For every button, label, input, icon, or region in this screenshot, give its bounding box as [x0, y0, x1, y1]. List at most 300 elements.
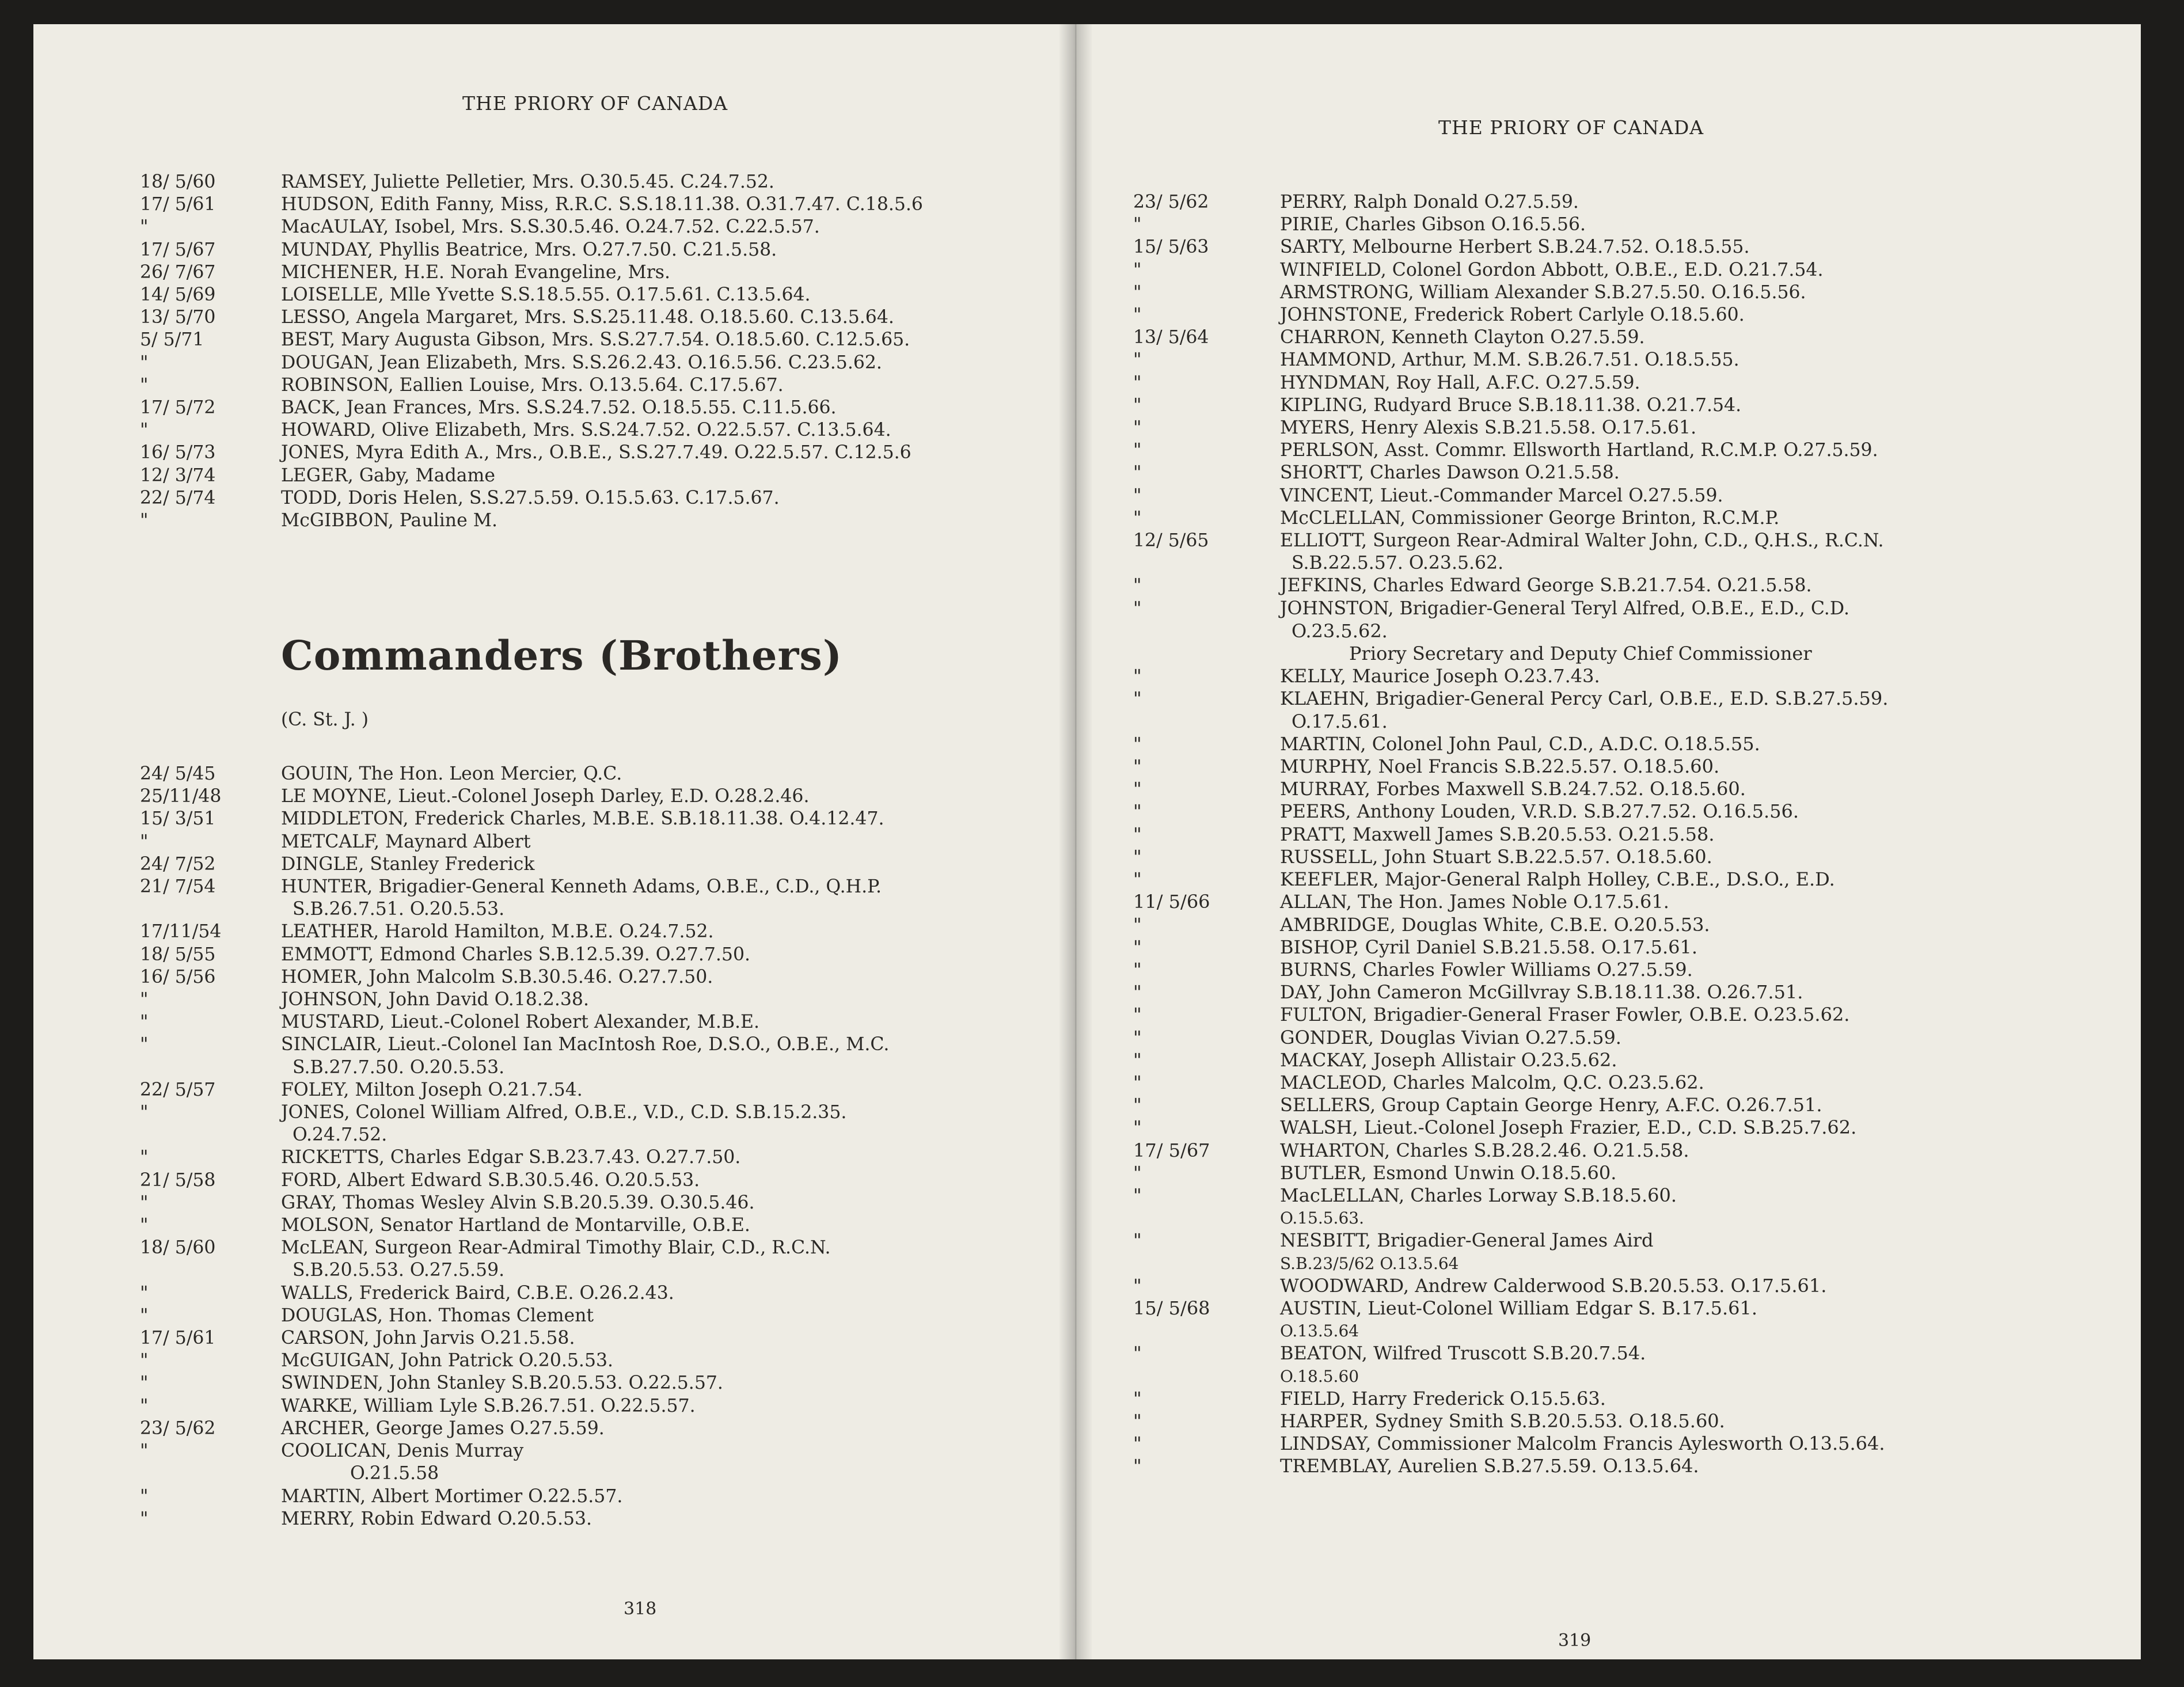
entry-text: HOWARD, Olive Elizabeth, Mrs. S.S.24.7.52. O.22.5.57. C.13.5.64. [281, 420, 891, 441]
entry-date: " [1133, 1026, 1142, 1048]
list-item [1076, 1116, 2141, 1139]
entry-text: MERRY, Robin Edward O.20.5.53. [281, 1508, 592, 1529]
list-item [1076, 800, 2141, 823]
entry-text: FULTON, Brigadier-General Fraser Fowler, O.B.E. O.23.5.62. [1280, 1004, 1850, 1026]
list-item [33, 1057, 1076, 1079]
entry-date: " [140, 420, 149, 441]
list-item [1076, 236, 2141, 259]
list-item [33, 1146, 1076, 1169]
entry-date [1076, 710, 1280, 733]
entry-text: BACK, Jean Frances, Mrs. S.S.24.7.52. O.18.5.55. C.11.5.66. [281, 397, 837, 419]
entry-date: " [1133, 305, 1142, 326]
entry-text: RICKETTS, Charles Edgar S.B.23.7.43. O.27.7.50. [281, 1147, 741, 1168]
entry-text: S.B.20.5.53. O.27.5.59. [293, 1260, 505, 1281]
list-item [33, 1372, 1076, 1395]
entry-date: " [1133, 417, 1142, 439]
right-page [1076, 24, 2141, 1659]
list-item [1076, 868, 2141, 891]
list-item [33, 966, 1076, 989]
entry-text: LE MOYNE, Lieut.-Colonel Joseph Darley, E.D. O.28.2.46. [281, 786, 810, 807]
entry-text: WALSH, Lieut.-Colonel Joseph Frazier, E.D., C.D. S.B.25.7.62. [1280, 1116, 1857, 1139]
entry-list-sisters [33, 171, 1076, 532]
entry-date: 15/ 5/63 [1133, 237, 1209, 258]
entry-text: S.B.27.7.50. O.20.5.53. [293, 1057, 505, 1078]
entry-text: WHARTON, Charles S.B.28.2.46. O.21.5.58. [1280, 1139, 1689, 1161]
entry-date [1076, 552, 1280, 575]
list-item [33, 397, 1076, 419]
entry-date: 22/ 5/74 [140, 487, 216, 508]
entry-date: " [1133, 732, 1142, 755]
entry-date: 17/ 5/67 [140, 239, 216, 260]
list-item [1076, 1320, 2141, 1342]
entry-text: DAY, John Cameron McGillvray S.B.18.11.38. O.26.7.51. [1280, 981, 1803, 1004]
list-item [1076, 778, 2141, 800]
entry-text: BUTLER, Esmond Unwin O.18.5.60. [1280, 1161, 1617, 1184]
entry-text: Priory Secretary and Deputy Chief Commissioner [1349, 643, 1812, 665]
entry-date: " [1133, 1184, 1142, 1206]
entry-date: " [1133, 665, 1142, 687]
entry-date: " [1133, 1455, 1142, 1477]
list-item [1076, 1072, 2141, 1094]
list-item [33, 989, 1076, 1011]
entry-date [33, 1259, 281, 1282]
entry-date: " [1133, 1409, 1142, 1432]
entry-text: JOHNSTONE, Frederick Robert Carlyle O.18.5.60. [1280, 305, 1745, 326]
entry-date: 14/ 5/69 [140, 284, 216, 306]
list-item [33, 374, 1076, 397]
entry-text: O.13.5.64 [1280, 1321, 1359, 1341]
entry-text: PIRIE, Charles Gibson O.16.5.56. [1280, 214, 1586, 235]
list-item [1076, 485, 2141, 507]
list-item [33, 419, 1076, 442]
list-item [1076, 823, 2141, 846]
entry-text: O.24.7.52. [293, 1124, 388, 1146]
list-item [1076, 575, 2141, 597]
entry-text: DOUGLAS, Hon. Thomas Clement [281, 1305, 594, 1326]
entry-date: 16/ 5/56 [140, 966, 216, 987]
list-item [33, 831, 1076, 853]
entry-date: " [1133, 1229, 1142, 1252]
entry-date: " [1133, 214, 1142, 235]
list-item [33, 171, 1076, 193]
entry-text: O.23.5.62. [1292, 620, 1388, 642]
list-item [1076, 214, 2141, 236]
entry-text: ELLIOTT, Surgeon Rear-Admiral Walter John, C.D., Q.H.S., R.C.N. [1280, 530, 1884, 552]
entry-text: VINCENT, Lieut.-Commander Marcel O.27.5.59. [1280, 485, 1723, 506]
entry-text: FORD, Albert Edward S.B.30.5.46. O.20.5.53. [281, 1169, 700, 1191]
entry-text: MACLEOD, Charles Malcolm, Q.C. O.23.5.62. [1280, 1071, 1704, 1093]
list-item [1076, 326, 2141, 349]
list-item [33, 921, 1076, 943]
list-item [1076, 349, 2141, 371]
entry-date: 25/11/48 [140, 786, 222, 807]
list-item [33, 1259, 1076, 1282]
entry-text: MACKAY, Joseph Allistair O.23.5.62. [1280, 1048, 1617, 1071]
list-item [1076, 439, 2141, 462]
entry-text: MARTIN, Colonel John Paul, C.D., A.D.C. O.18.5.55. [1280, 732, 1760, 755]
entry-text: AMBRIDGE, Douglas White, C.B.E. O.20.5.53. [1280, 913, 1710, 936]
list-item [1076, 1184, 2141, 1207]
entry-text: SINCLAIR, Lieut.-Colonel Ian MacIntosh Roe, D.S.O., O.B.E., M.C. [281, 1034, 890, 1055]
list-item [1076, 394, 2141, 417]
entry-date: " [140, 1441, 149, 1462]
running-head: THE PRIORY OF CANADA [1438, 116, 1704, 139]
entry-date: " [1133, 485, 1142, 506]
list-item [33, 239, 1076, 261]
entry-date [1076, 1320, 1280, 1342]
book-gutter [1058, 24, 1093, 1659]
entry-date: 17/ 5/72 [140, 397, 216, 419]
entry-date: " [1133, 1116, 1142, 1139]
entry-date: " [1133, 958, 1142, 981]
entry-text: WARKE, William Lyle S.B.26.7.51. O.22.5.57. [281, 1395, 696, 1416]
list-item [33, 193, 1076, 216]
entry-date: " [1133, 687, 1142, 710]
list-item [1076, 620, 2141, 643]
entry-date: " [140, 831, 149, 852]
list-item [1076, 259, 2141, 282]
entry-date: 17/ 5/61 [140, 1328, 216, 1349]
entry-date: " [1133, 1161, 1142, 1184]
section-title: Commanders (Brothers) [281, 632, 842, 679]
entry-text: McGUIGAN, John Patrick O.20.5.53. [281, 1350, 614, 1371]
entry-date: " [1133, 1274, 1142, 1297]
entry-text: GONDER, Douglas Vivian O.27.5.59. [1280, 1026, 1621, 1048]
entry-date: " [1133, 845, 1142, 868]
list-item [33, 1124, 1076, 1146]
list-item [1076, 710, 2141, 733]
entry-date: " [1133, 598, 1142, 619]
list-item [33, 785, 1076, 808]
entry-date: " [1133, 1048, 1142, 1071]
list-item [33, 261, 1076, 284]
list-item [1076, 1004, 2141, 1026]
entry-text: WINFIELD, Colonel Gordon Abbott, O.B.E., E.D. O.21.7.54. [1280, 259, 1824, 280]
list-item [1076, 530, 2141, 552]
entry-date: " [1133, 259, 1142, 280]
entry-text: SWINDEN, John Stanley S.B.20.5.53. O.22.5.57. [281, 1373, 723, 1394]
list-item [33, 1169, 1076, 1192]
page-number: 319 [1558, 1631, 1592, 1651]
entry-date: " [140, 1215, 149, 1236]
entry-text: JOHNSON, John David O.18.2.38. [281, 989, 589, 1010]
entry-date: 18/ 5/60 [140, 1237, 216, 1259]
entry-text: MYERS, Henry Alexis S.B.21.5.58. O.17.5.61. [1280, 417, 1697, 439]
entry-text: SHORTT, Charles Dawson O.21.5.58. [1280, 462, 1620, 484]
list-item [1076, 665, 2141, 687]
entry-text: MOLSON, Senator Hartland de Montarville, O.B.E. [281, 1215, 750, 1236]
list-item [33, 1418, 1076, 1440]
entry-text: S.B.23/5/62 O.13.5.64 [1280, 1253, 1459, 1273]
entry-text: LOISELLE, Mlle Yvette S.S.18.5.55. O.17.5.61. C.13.5.64. [281, 284, 811, 306]
entry-date: " [1133, 440, 1142, 461]
entry-text: KEEFLER, Major-General Ralph Holley, C.B.E., D.S.O., E.D. [1280, 868, 1835, 891]
entry-date: " [140, 1508, 149, 1529]
list-item [33, 1327, 1076, 1350]
list-item [1076, 755, 2141, 778]
entry-date: " [1133, 349, 1142, 371]
entry-date: " [140, 1395, 149, 1416]
entry-date: " [140, 1485, 149, 1507]
entry-date: " [1133, 755, 1142, 778]
entry-date: " [140, 1034, 149, 1055]
entry-text: S.B.22.5.57. O.23.5.62. [1292, 553, 1504, 574]
entry-date [33, 1462, 281, 1485]
entry-text: S.B.26.7.51. O.20.5.53. [293, 899, 505, 920]
entry-text: O.15.5.63. [1280, 1209, 1364, 1228]
entry-date: 23/ 5/62 [140, 1418, 216, 1439]
entry-date: " [1133, 1342, 1142, 1365]
entry-text: LINDSAY, Commissioner Malcolm Francis Aylesworth O.13.5.64. [1280, 1433, 1885, 1455]
list-item [33, 1034, 1076, 1056]
entry-date: " [1133, 823, 1142, 845]
entry-text: LEATHER, Harold Hamilton, M.B.E. O.24.7.52. [281, 921, 714, 943]
entry-date: " [1133, 507, 1142, 529]
list-item [1076, 936, 2141, 959]
list-item [33, 329, 1076, 351]
entry-date: " [1133, 778, 1142, 800]
list-item [1076, 1342, 2141, 1365]
entry-date: 17/ 5/67 [1133, 1139, 1210, 1161]
entry-text: FIELD, Harry Frederick O.15.5.63. [1280, 1387, 1606, 1409]
list-item [1076, 1139, 2141, 1162]
entry-text: MacLELLAN, Charles Lorway S.B.18.5.60. [1280, 1184, 1677, 1206]
entry-text: O.17.5.61. [1292, 710, 1388, 732]
entry-date [1076, 1365, 1280, 1388]
entry-text: WALLS, Frederick Baird, C.B.E. O.26.2.43. [281, 1282, 674, 1304]
entry-date: " [1133, 394, 1142, 416]
entry-date: 24/ 5/45 [140, 763, 216, 784]
entry-date: " [1133, 1004, 1142, 1026]
entry-text: MacAULAY, Isobel, Mrs. S.S.30.5.46. O.24.7.52. C.22.5.57. [281, 216, 820, 238]
entry-text: ALLAN, The Hon. James Noble O.17.5.61. [1280, 891, 1669, 913]
list-item [1076, 643, 2141, 665]
entry-date: " [1133, 1094, 1142, 1116]
list-item [1076, 1207, 2141, 1229]
list-item [33, 853, 1076, 876]
list-item [33, 808, 1076, 830]
entry-date: " [140, 1350, 149, 1371]
list-item [1076, 598, 2141, 620]
entry-date: " [140, 1373, 149, 1394]
entry-text: HOMER, John Malcolm S.B.30.5.46. O.27.7.50. [281, 966, 713, 987]
entry-date: 12/ 3/74 [140, 465, 216, 486]
entry-text: MIDDLETON, Frederick Charles, M.B.E. S.B.18.11.38. O.4.12.47. [281, 808, 884, 830]
list-item [1076, 372, 2141, 394]
entry-date: 5/ 5/71 [140, 329, 204, 351]
entry-date: " [1133, 372, 1142, 393]
list-item [33, 352, 1076, 374]
entry-text: RAMSEY, Juliette Pelletier, Mrs. O.30.5.45. C.24.7.52. [281, 172, 774, 192]
list-item [1076, 733, 2141, 755]
entry-text: SARTY, Melbourne Herbert S.B.24.7.52. O.18.5.55. [1280, 237, 1750, 258]
list-item [1076, 1094, 2141, 1116]
entry-date [1076, 1207, 1280, 1229]
list-item [33, 306, 1076, 329]
entry-date: 12/ 5/65 [1133, 530, 1209, 552]
entry-text: LESSO, Angela Margaret, Mrs. S.S.25.11.48. O.18.5.60. C.13.5.64. [281, 307, 894, 328]
entry-text: HYNDMAN, Roy Hall, A.F.C. O.27.5.59. [1280, 372, 1640, 393]
section-subtitle: (C. St. J. ) [281, 709, 369, 730]
entry-text: BEST, Mary Augusta Gibson, Mrs. S.S.27.7.54. O.18.5.60. C.12.5.65. [281, 329, 910, 351]
list-item [33, 216, 1076, 238]
entry-text: GRAY, Thomas Wesley Alvin S.B.20.5.39. O.30.5.46. [281, 1192, 755, 1213]
list-item [1076, 1275, 2141, 1297]
list-item [1076, 1252, 2141, 1275]
entry-date [33, 1057, 281, 1079]
entry-text: DOUGAN, Jean Elizabeth, Mrs. S.S.26.2.43. O.16.5.56. C.23.5.62. [281, 352, 882, 373]
entry-date: 18/ 5/55 [140, 944, 216, 965]
list-item [33, 1305, 1076, 1327]
entry-date: " [1133, 936, 1142, 958]
list-item [1076, 1388, 2141, 1410]
entry-date [1076, 620, 1280, 643]
entry-date: 26/ 7/67 [140, 261, 216, 283]
list-item [33, 1350, 1076, 1372]
entry-date: " [140, 1192, 149, 1213]
list-item [1076, 891, 2141, 913]
entry-date: " [140, 216, 149, 238]
entry-text: HARPER, Sydney Smith S.B.20.5.53. O.18.5.60. [1280, 1409, 1725, 1432]
list-item [1076, 1162, 2141, 1184]
entry-text: JEFKINS, Charles Edward George S.B.21.7.54. O.21.5.58. [1280, 575, 1812, 596]
entry-date: " [140, 1305, 149, 1326]
list-item [1076, 304, 2141, 326]
entry-date: 11/ 5/66 [1133, 891, 1210, 913]
entry-date: 18/ 5/60 [140, 172, 216, 192]
entry-text: MICHENER, H.E. Norah Evangeline, Mrs. [281, 261, 670, 283]
entry-date: 17/11/54 [140, 921, 222, 943]
list-item [1076, 417, 2141, 439]
entry-date [33, 898, 281, 921]
entry-text: PRATT, Maxwell James S.B.20.5.53. O.21.5.58. [1280, 823, 1715, 845]
list-item [33, 1101, 1076, 1124]
entry-text: ARCHER, George James O.27.5.59. [281, 1418, 605, 1439]
list-item [1076, 507, 2141, 530]
entry-text: ARMSTRONG, William Alexander S.B.27.5.50. O.16.5.56. [1280, 282, 1806, 303]
list-item [33, 465, 1076, 487]
entry-text: SELLERS, Group Captain George Henry, A.F.C. O.26.7.51. [1280, 1094, 1822, 1116]
entry-date [1076, 643, 1280, 665]
entry-date: 13/ 5/64 [1133, 327, 1209, 348]
list-item [33, 944, 1076, 966]
entry-date: " [1133, 981, 1142, 1004]
entry-text: ROBINSON, Eallien Louise, Mrs. O.13.5.64. C.17.5.67. [281, 374, 784, 396]
entry-text: MARTIN, Albert Mortimer O.22.5.57. [281, 1485, 623, 1507]
entry-date: 21/ 5/58 [140, 1169, 216, 1191]
list-item [1076, 1455, 2141, 1477]
entry-date: " [1133, 462, 1142, 484]
list-item [1076, 846, 2141, 868]
entry-text: PEERS, Anthony Louden, V.R.D. S.B.27.7.52. O.16.5.56. [1280, 800, 1799, 823]
list-item [1076, 462, 2141, 484]
entry-text: McCLELLAN, Commissioner George Brinton, R.C.M.P. [1280, 507, 1780, 529]
entry-text: TREMBLAY, Aurelien S.B.27.5.59. O.13.5.64. [1280, 1455, 1699, 1477]
list-item [33, 1440, 1076, 1462]
entry-text: AUSTIN, Lieut-Colonel William Edgar S. B.17.5.61. [1280, 1297, 1758, 1319]
list-item [1076, 1049, 2141, 1072]
entry-date: " [140, 1147, 149, 1168]
entry-text: HAMMOND, Arthur, M.M. S.B.26.7.51. O.18.5.55. [1280, 349, 1739, 371]
entry-text: BEATON, Wilfred Truscott S.B.20.7.54. [1280, 1342, 1646, 1365]
list-item [1076, 1365, 2141, 1388]
entry-date: " [1133, 913, 1142, 936]
list-item [33, 284, 1076, 306]
entry-date: " [1133, 575, 1142, 596]
list-item [1076, 1410, 2141, 1433]
running-head: THE PRIORY OF CANADA [462, 92, 728, 115]
list-item [33, 1214, 1076, 1237]
entry-text: METCALF, Maynard Albert [281, 831, 531, 852]
entry-date: " [140, 1012, 149, 1033]
entry-text: COOLICAN, Denis Murray [281, 1441, 524, 1462]
entry-date: " [140, 510, 149, 531]
list-item [1076, 687, 2141, 710]
list-item [1076, 1297, 2141, 1320]
list-item [1076, 1433, 2141, 1455]
entry-text: PERLSON, Asst. Commr. Ellsworth Hartland, R.C.M.P. O.27.5.59. [1280, 440, 1878, 461]
entry-text: LEGER, Gaby, Madame [281, 465, 496, 486]
list-item [33, 1079, 1076, 1101]
entry-list-commanders [33, 763, 1076, 1530]
entry-date: " [1133, 1071, 1142, 1093]
entry-date: " [1133, 1433, 1142, 1455]
entry-text: NESBITT, Brigadier-General James Aird [1280, 1229, 1654, 1252]
list-item [1076, 191, 2141, 214]
list-item [33, 510, 1076, 532]
entry-date: 21/ 7/54 [140, 876, 216, 898]
entry-date: " [1133, 800, 1142, 823]
list-item [33, 1237, 1076, 1259]
list-item [1076, 552, 2141, 575]
entry-text: HUDSON, Edith Fanny, Miss, R.R.C. S.S.18.11.38. O.31.7.47. C.18.5.6 [281, 194, 923, 215]
entry-date: 15/ 5/68 [1133, 1297, 1210, 1319]
list-item [33, 763, 1076, 785]
entry-text: TODD, Doris Helen, S.S.27.5.59. O.15.5.63. C.17.5.67. [281, 487, 780, 508]
entry-date: 22/ 5/57 [140, 1079, 216, 1100]
entry-text: DINGLE, Stanley Frederick [281, 853, 535, 875]
entry-date: " [140, 1102, 149, 1123]
entry-text: WOODWARD, Andrew Calderwood S.B.20.5.53. O.17.5.61. [1280, 1274, 1827, 1297]
list-item [1076, 1027, 2141, 1049]
entry-text: McGIBBON, Pauline M. [281, 510, 497, 531]
entry-text: CARSON, John Jarvis O.21.5.58. [281, 1328, 575, 1349]
list-item [1076, 959, 2141, 981]
entry-text: EMMOTT, Edmond Charles S.B.12.5.39. O.27.7.50. [281, 944, 751, 965]
entry-text: FOLEY, Milton Joseph O.21.7.54. [281, 1079, 583, 1100]
entry-text: MURPHY, Noel Francis S.B.22.5.57. O.18.5.60. [1280, 755, 1720, 778]
entry-text: HUNTER, Brigadier-General Kenneth Adams, O.B.E., C.D., Q.H.P. [281, 876, 882, 898]
entry-date: 17/ 5/61 [140, 194, 216, 215]
list-item [33, 876, 1076, 898]
entry-text: JOHNSTON, Brigadier-General Teryl Alfred, O.B.E., E.D., C.D. [1280, 598, 1849, 619]
entry-text: JONES, Colonel William Alfred, O.B.E., V.D., C.D. S.B.15.2.35. [281, 1102, 847, 1123]
entry-text: MUNDAY, Phyllis Beatrice, Mrs. O.27.7.50. C.21.5.58. [281, 239, 777, 260]
entry-date: " [1133, 1387, 1142, 1409]
list-item [33, 442, 1076, 464]
entry-date: 15/ 3/51 [140, 808, 216, 830]
entry-date: " [140, 1282, 149, 1304]
list-item [1076, 282, 2141, 304]
entry-date: " [1133, 282, 1142, 303]
list-item [33, 1282, 1076, 1305]
entry-text: MURRAY, Forbes Maxwell S.B.24.7.52. O.18.5.60. [1280, 778, 1746, 800]
entry-text: PERRY, Ralph Donald O.27.5.59. [1280, 192, 1579, 212]
entry-text: McLEAN, Surgeon Rear-Admiral Timothy Blair, C.D., R.C.N. [281, 1237, 831, 1259]
list-item [33, 1508, 1076, 1530]
entry-date: 23/ 5/62 [1133, 192, 1209, 212]
entry-text: GOUIN, The Hon. Leon Mercier, Q.C. [281, 763, 622, 784]
